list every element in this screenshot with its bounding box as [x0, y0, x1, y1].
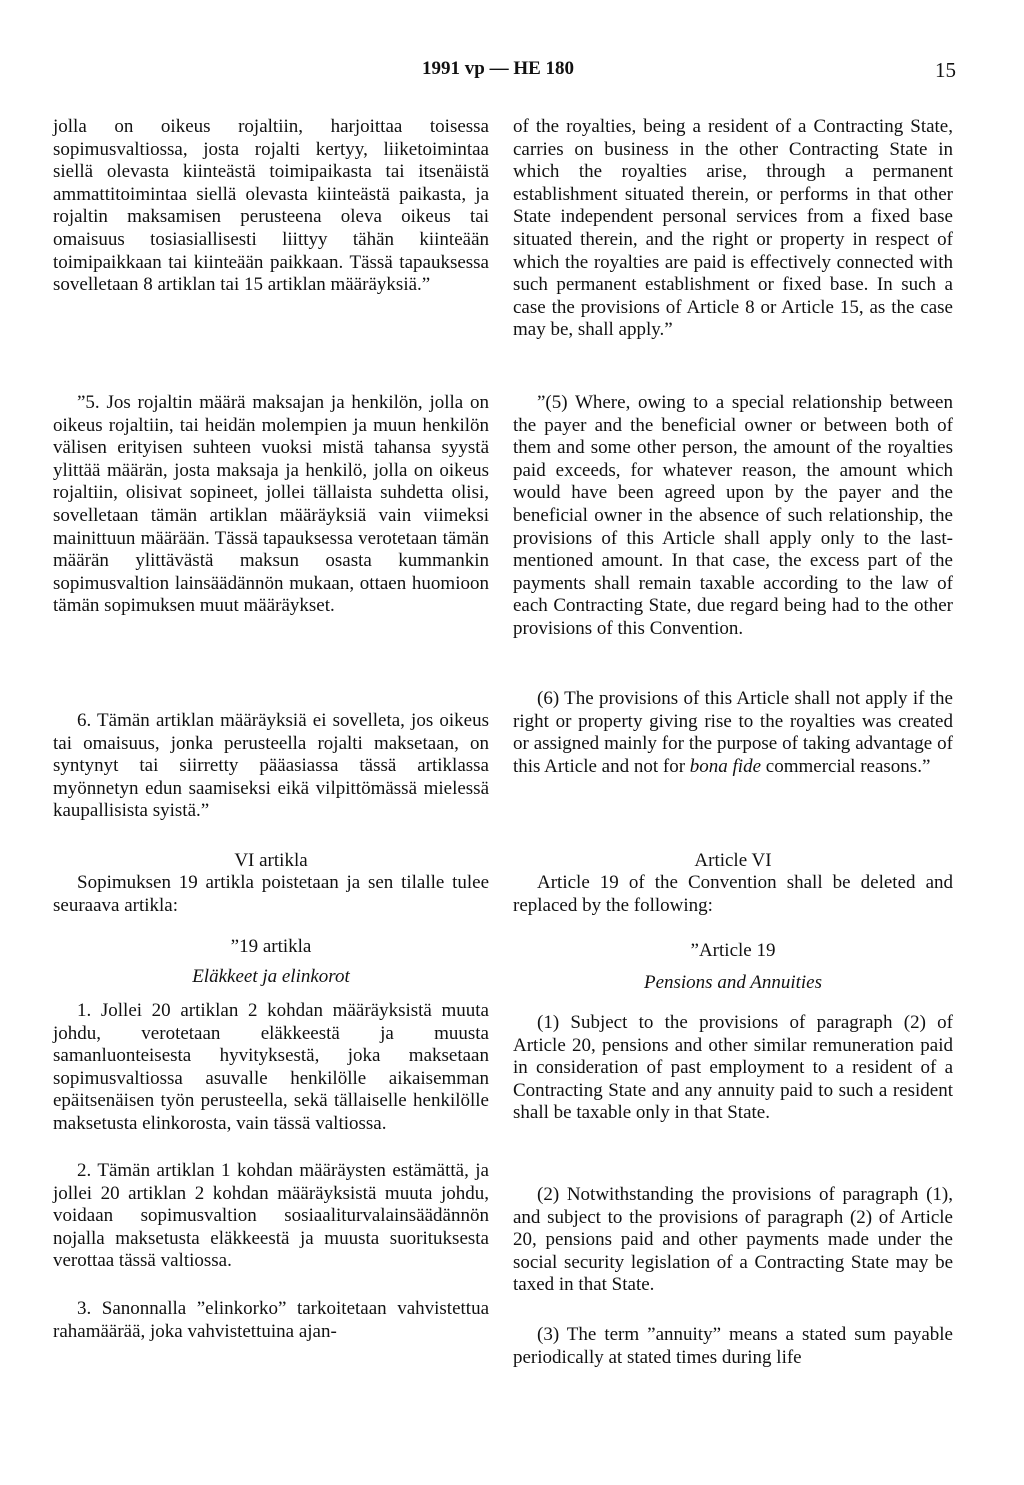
en-paragraph-2: (2) Notwithstanding the provisions of paragraph (1), and subject to the provisions of paragraph (2) of Article 20, pensions paid and other payments made under the social security legislation of a Contracting State may be taxed in that State.: [513, 1184, 953, 1296]
fi-article-heading: VI artikla: [234, 850, 308, 871]
fi-paragraph-5: ”5. Jos rojaltin määrä maksajan ja henkilön, jolla on oikeus rojaltiin, tai heidän molempien ja muun henkilön välisen erityisen suhteen vuoksi mistä tahansa syystä ylittää määrän, josta maksaja ja henkilö, jolla on oikeus rojaltiin, olisivat sopineet, jollei tällaista suhdetta olisi, sovelletaan tämän artiklan määräyksiä vain viimeksi mainittuun määrään. Tässä tapauksessa verotetaan tämän määrän ylittävästä maksun osasta kummankin sopimusvaltion lainsäädännön mukaan, ottaen huomioon tämän sopimuksen muut määräykset.: [53, 392, 489, 617]
fi-paragraph-2: 2. Tämän artiklan 1 kohdan määräysten estämättä, ja jollei 20 artiklan 2 kohdan määräyksistä muuta johdu, voidaan sopimusvaltion sosiaaliturvalainsäädännön nojalla maksetusta eläkkeestä ja muusta suorituksesta verottaa tässä valtiossa.: [53, 1160, 489, 1272]
english-column: [513, 0, 953, 1485]
fi-sub-title: Eläkkeet ja elinkorot: [192, 966, 350, 987]
en-paragraph-6: (6) The provisions of this Article shall not apply if the right or property giving rise to the royalties was created or assigned mainly for the purpose of taking advantage of this Article and not for bona fide commercial reasons.”: [513, 688, 953, 777]
fi-article-intro: Sopimuksen 19 artikla poistetaan ja sen tilalle tulee seuraava artikla:: [53, 872, 489, 916]
en-sub-title: Pensions and Annuities: [643, 972, 823, 993]
running-head: 1991 vp — HE 180: [422, 58, 575, 79]
en-bona-fide: bona fide: [689, 755, 762, 777]
fi-paragraph-6: 6. Tämän artiklan määräyksiä ei sovelleta, jos oikeus tai omaisuus, jonka perusteella rojalti maksetaan, on syntynyt tai siirretty pääasiassa tässä artiklassa myönnetyn edun saamiseksi eikä vilpittömässä mielessä kaupallisista syistä.”: [53, 710, 489, 822]
en-article-heading: Article VI: [694, 850, 772, 871]
finnish-column: [53, 0, 489, 1485]
en-paragraph-3: (3) The term ”annuity” means a stated sum payable periodically at stated times during life: [513, 1324, 953, 1368]
en-paragraph-5: ”(5) Where, owing to a special relationship between the payer and the beneficial owner or between both of them and some other person, the amount of the royalties paid exceeds, for whatever reason, the amount which would have been agreed upon by the payer and the beneficial owner in the absence of such relationship, the provisions of this Article shall apply only to the last-mentioned amount. In that case, the excess part of the payments shall remain taxable according to the law of each Contracting State, due regard being had to the other provisions of this Convention.: [513, 392, 953, 639]
fi-paragraph-3: 3. Sanonnalla ”elinkorko” tarkoitetaan vahvistettua rahamäärää, joka vahvistettuina ajan-: [53, 1298, 489, 1342]
en-article-intro: Article 19 of the Convention shall be deleted and replaced by the following:: [513, 872, 953, 916]
en-paragraph-1: (1) Subject to the provisions of paragraph (2) of Article 20, pensions and other similar remuneration paid in consideration of past employment to a resident of a Contracting State and any annuity paid to such a resident shall be taxable only in that State.: [513, 1012, 953, 1124]
fi-paragraph-royalties-cont: jolla on oikeus rojaltiin, harjoittaa toisessa sopimusvaltiossa, josta rojalti kertyy, liiketoimintaa siellä olevasta kiinteästä toimipaikasta tai itsenäistä ammattitoimintaa siellä olevasta kiinteästä paikasta, ja rojaltin maksamisen perusteena oleva oikeus tai omaisuus tosiasiallisesti liittyy tähän kiinteään toimipaikkaan tai kiinteään paikkaan. Tässä tapauksessa sovelletaan 8 artiklan tai 15 artiklan määräyksiä.”: [53, 116, 489, 296]
en-sub-heading: ”Article 19: [690, 940, 776, 961]
fi-sub-heading: ”19 artikla: [230, 936, 312, 957]
page-number: 15: [935, 58, 956, 82]
en-paragraph-royalties-cont: of the royalties, being a resident of a Contracting State, carries on business in the other Contracting State in which the royalties arise, through a permanent establishment situated therein, or performs in that other State independent personal services from a fixed base situated therein, and the right or property in respect of which the royalties are paid is effectively connected with such permanent establishment or fixed base. In such a case the provisions of Article 8 or Article 15, as the case may be, shall apply.”: [513, 116, 953, 341]
fi-paragraph-1: 1. Jollei 20 artiklan 2 kohdan määräyksistä muuta johdu, verotetaan eläkkeestä ja muusta samanluonteisesta hyvityksestä, joka maksetaan sopimusvaltiossa asuvalle henkilölle aikaisemman epäitsenäisen työn perusteella, sekä tällaiselle henkilölle maksetusta elinkorosta, vain tässä valtiossa.: [53, 1000, 489, 1134]
